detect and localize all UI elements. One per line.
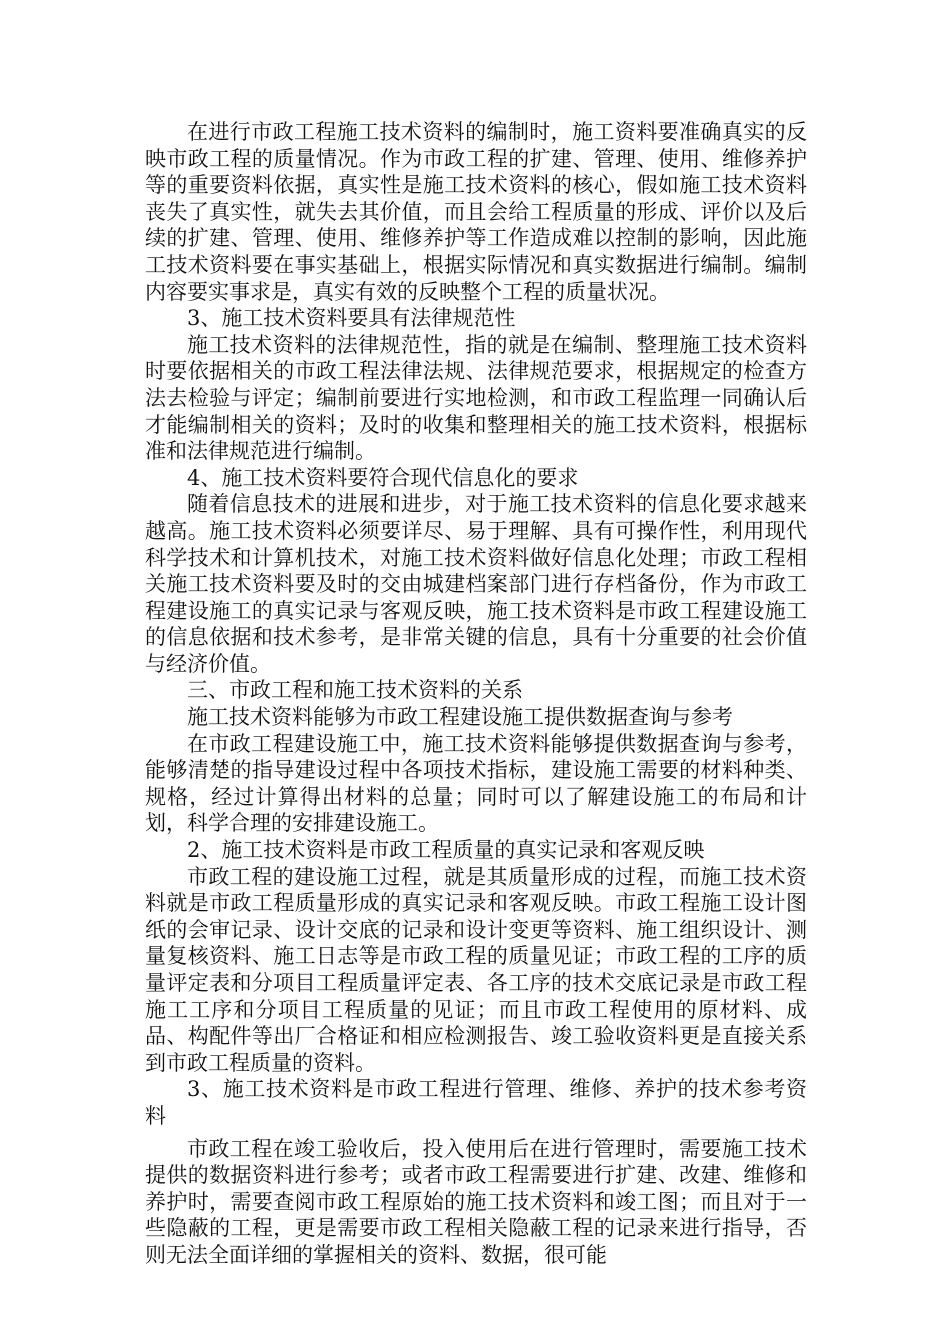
document-body — [145, 119, 807, 1269]
section-heading: 3、施工技术资料要具有法律规范性 — [187, 306, 516, 331]
body-paragraph: 在进行市政工程施工技术资料的编制时，施工资料要准确真实的反映市政工程的质量情况。作为市政工程的扩建、管理、使用、维修养护等的重要资料依据，真实性是施工技术资料的核心，假如施工技术资料丧失了真实性，就失去其价值，而且会给工程质量的形成、评价以及后续的扩建、管理、使用、维修养护等工作造成难以控制的影响，因此施工技术资料要在事实基础上，根据实际情况和真实数据进行编制。编制内容要实事求是，真实有效的反映整个工程的质量状况。 — [145, 120, 807, 304]
section-heading: 3、施工技术资料是市政工程进行管理、维修、养护的技术参考资料 — [145, 1077, 807, 1128]
section-heading: 施工技术资料能够为市政工程建设施工提供数据查询与参考 — [187, 705, 733, 730]
chapter-heading: 三、市政工程和施工技术资料的关系 — [187, 678, 523, 703]
body-paragraph: 市政工程在竣工验收后，投入使用后在进行管理时，需要施工技术提供的数据资料进行参考；或者市政工程需要进行扩建、改建、维修和养护时，需要查阅市政工程原始的施工技术资料和竣工图；而且对于一些隐蔽的工程，更是需要市政工程相关隐蔽工程的记录来进行指导，否则无法全面详细的掌握相关的资料、数据，很可能 — [145, 1136, 807, 1267]
body-paragraph: 施工技术资料的法律规范性，指的就是在编制、整理施工技术资料时要依据相关的市政工程法律法规、法律规范要求，根据规定的检查方法去检验与评定；编制前要进行实地检测，和市政工程监理一同确认后才能编制相关的资料；及时的收集和整理相关的施工技术资料，根据标准和法律规范进行编制。 — [145, 332, 807, 464]
section-heading: 4、施工技术资料要符合现代信息化的要求 — [187, 465, 579, 490]
body-paragraph: 在市政工程建设施工中，施工技术资料能够提供数据查询与参考，能够清楚的指导建设过程中各项技术指标，建设施工需要的材料种类、规格，经过计算得出材料的总量；同时可以了解建设施工的布局和计划，科学合理的安排建设施工。 — [145, 731, 807, 836]
section-heading: 2、施工技术资料是市政工程质量的真实记录和客观反映 — [187, 838, 705, 863]
body-paragraph: 随着信息技术的进展和进步，对于施工技术资料的信息化要求越来越高。施工技术资料必须要详尽、易于理解、具有可操作性，利用现代科学技术和计算机技术，对施工技术资料做好信息化处理；市政工程相关施工技术资料要及时的交由城建档案部门进行存档备份，作为市政工程建设施工的真实记录与客观反映，施工技术资料是市政工程建设施工的信息依据和技术参考，是非常关键的信息，具有十分重要的社会价值与经济价值。 — [145, 492, 807, 676]
body-paragraph: 市政工程的建设施工过程，就是其质量形成的过程，而施工技术资料就是市政工程质量形成的真实记录和客观反映。市政工程施工设计图纸的会审记录、设计交底的记录和设计变更等资料、施工组织设计、测量复核资料、施工日志等是市政工程的质量见证；市政工程的工序的质量评定表和分项目工程质量评定表、各工序的技术交底记录是市政工程施工工序和分项目工程质量的见证；而且市政工程使用的原材料、成品、构配件等出厂合格证和相应检测报告、竣工验收资料更是直接关系到市政工程质量的资料。 — [145, 864, 807, 1075]
